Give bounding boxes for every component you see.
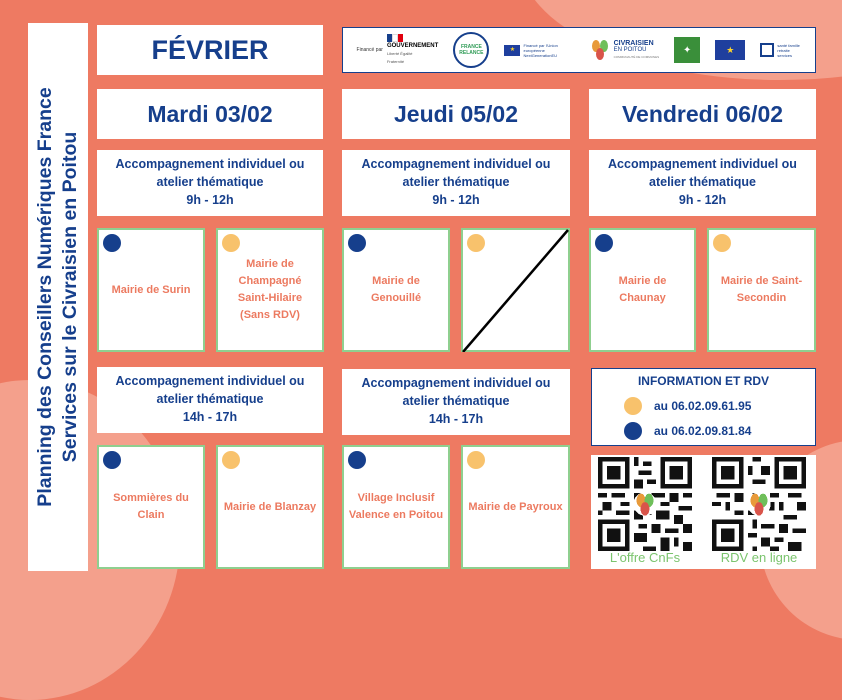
services-logo: [760, 43, 801, 58]
slot-mardi-afternoon: [97, 367, 323, 433]
side-title-line1: Planning des Conseillers Numériques France: [34, 87, 56, 507]
side-title-panel: [28, 23, 88, 571]
slot-time: 9h - 12h: [186, 193, 234, 207]
blue-dot-icon: [624, 422, 642, 440]
day-header-mardi: [97, 89, 323, 139]
qr-code-rdv-icon[interactable]: [711, 457, 807, 551]
location-text: Mairie de Champagné Saint-Hilaire (Sans RDV): [237, 258, 303, 321]
location-text: Mairie de Saint-Secondin: [720, 275, 803, 304]
yellow-dot-icon: [222, 451, 240, 469]
yellow-dot-icon: [624, 397, 642, 415]
card-mardi-afternoon-1: [97, 445, 205, 569]
blue-dot-icon: [595, 234, 613, 252]
slot-line2: atelier thématique: [402, 175, 510, 189]
civraisien-logo: [589, 39, 660, 61]
blue-dot-icon: [348, 451, 366, 469]
yellow-dot-icon: [713, 234, 731, 252]
slot-line2: atelier thématique: [156, 392, 264, 406]
slot-line2: atelier thématique: [402, 394, 510, 408]
location-text: Mairie de Blanzay: [223, 500, 317, 513]
slot-line1: Accompagnement individuel ou: [361, 376, 551, 390]
location-text: Mairie de Genouillé: [370, 275, 422, 304]
slot-line1: Accompagnement individuel ou: [115, 374, 305, 388]
qr-panel: [591, 455, 816, 569]
slot-line1: Accompagnement individuel ou: [115, 157, 305, 171]
yellow-dot-icon: [222, 234, 240, 252]
card-mardi-afternoon-2: [216, 445, 324, 569]
day-label: Jeudi 05/02: [393, 100, 519, 127]
leader-logo-icon: ✦: [674, 37, 700, 63]
info-title: INFORMATION ET RDV: [637, 374, 770, 388]
slot-jeudi-afternoon: [342, 369, 570, 435]
eu-flag-logo-icon: ★: [715, 40, 745, 60]
blue-dot-icon: [348, 234, 366, 252]
day-label: Vendredi 06/02: [621, 100, 784, 127]
slot-jeudi-morning: [342, 150, 570, 216]
location-text: Village Inclusif Valence en Poitou: [348, 492, 444, 521]
slot-time: 9h - 12h: [678, 193, 727, 207]
card-jeudi-afternoon-2: [461, 445, 570, 569]
slot-line1: Accompagnement individuel ou: [361, 157, 551, 171]
card-jeudi-morning-2-cancelled: [461, 228, 570, 352]
services-house-icon: [760, 43, 774, 57]
qr-label-rdv: RDV en ligne: [720, 550, 798, 565]
slot-line1: Accompagnement individuel ou: [608, 157, 797, 171]
france-relance-text: FRANCE RELANCE: [459, 44, 484, 56]
slot-time: 14h - 17h: [428, 412, 484, 426]
day-header-vendredi: [589, 89, 816, 139]
slot-line2: atelier thématique: [649, 175, 756, 189]
cancelled-strike-icon: [461, 228, 570, 352]
eu-funding-logo: [504, 43, 573, 58]
card-vendredi-morning-2: [707, 228, 816, 352]
card-jeudi-morning-1: [342, 228, 450, 352]
blue-phone: au 06.02.09.81.84: [654, 424, 752, 438]
slot-time: 14h - 17h: [182, 410, 238, 424]
blue-dot-icon: [103, 451, 121, 469]
slot-mardi-morning: [97, 150, 323, 216]
location-text: Mairie de Payroux: [468, 500, 563, 513]
civraisien-sub: COMMUNAUTÉ DE COMMUNES: [613, 54, 660, 59]
month-label: FÉVRIER: [151, 34, 269, 65]
qr-label-offre: L'offre CnFs: [609, 550, 681, 565]
month-title: [97, 25, 323, 75]
services-text: santé famille retraite services: [777, 42, 800, 58]
slot-line2: atelier thématique: [156, 175, 264, 189]
location-text: Mairie de Chaunay: [618, 275, 667, 304]
civraisien-line1: CIVRAISIEN: [613, 39, 654, 47]
yellow-phone: au 06.02.09.61.95: [654, 399, 752, 413]
day-label: Mardi 03/02: [147, 100, 273, 127]
gouvernement-logo: [357, 34, 439, 66]
funding-text: Financé par: [356, 46, 383, 53]
eu-flag-icon: ★: [504, 45, 520, 56]
day-header-jeudi: [342, 89, 570, 139]
gouvernement-name: GOUVERNEMENT: [386, 43, 439, 49]
yellow-dot-icon: [467, 451, 485, 469]
gouvernement-motto: Liberté Égalité Fraternité: [386, 51, 413, 64]
info-row-yellow: [624, 397, 751, 415]
france-relance-logo: [453, 32, 489, 68]
card-mardi-morning-2: [216, 228, 324, 352]
civraisien-line2: EN POITOU: [613, 46, 647, 53]
slot-time: 9h - 12h: [432, 193, 480, 207]
blue-dot-icon: [103, 234, 121, 252]
eu-funding-text: Financé par l'Union européenne NextGenerationEU: [523, 42, 558, 58]
civraisien-leaf-icon: [589, 39, 611, 61]
info-panel: [591, 368, 816, 446]
location-text: Mairie de Surin: [111, 283, 191, 296]
card-jeudi-afternoon-1: [342, 445, 450, 569]
slot-vendredi-morning: [589, 150, 816, 216]
side-title-line2: Services sur le Civraisien en Poitou: [59, 131, 81, 463]
logo-banner: [342, 27, 816, 73]
location-text: Sommières du Clain: [113, 492, 189, 521]
info-row-blue: [624, 422, 751, 440]
side-title: [33, 27, 83, 567]
qr-code-offre-icon[interactable]: [597, 457, 693, 551]
card-mardi-morning-1: [97, 228, 205, 352]
card-vendredi-morning-1: [589, 228, 696, 352]
